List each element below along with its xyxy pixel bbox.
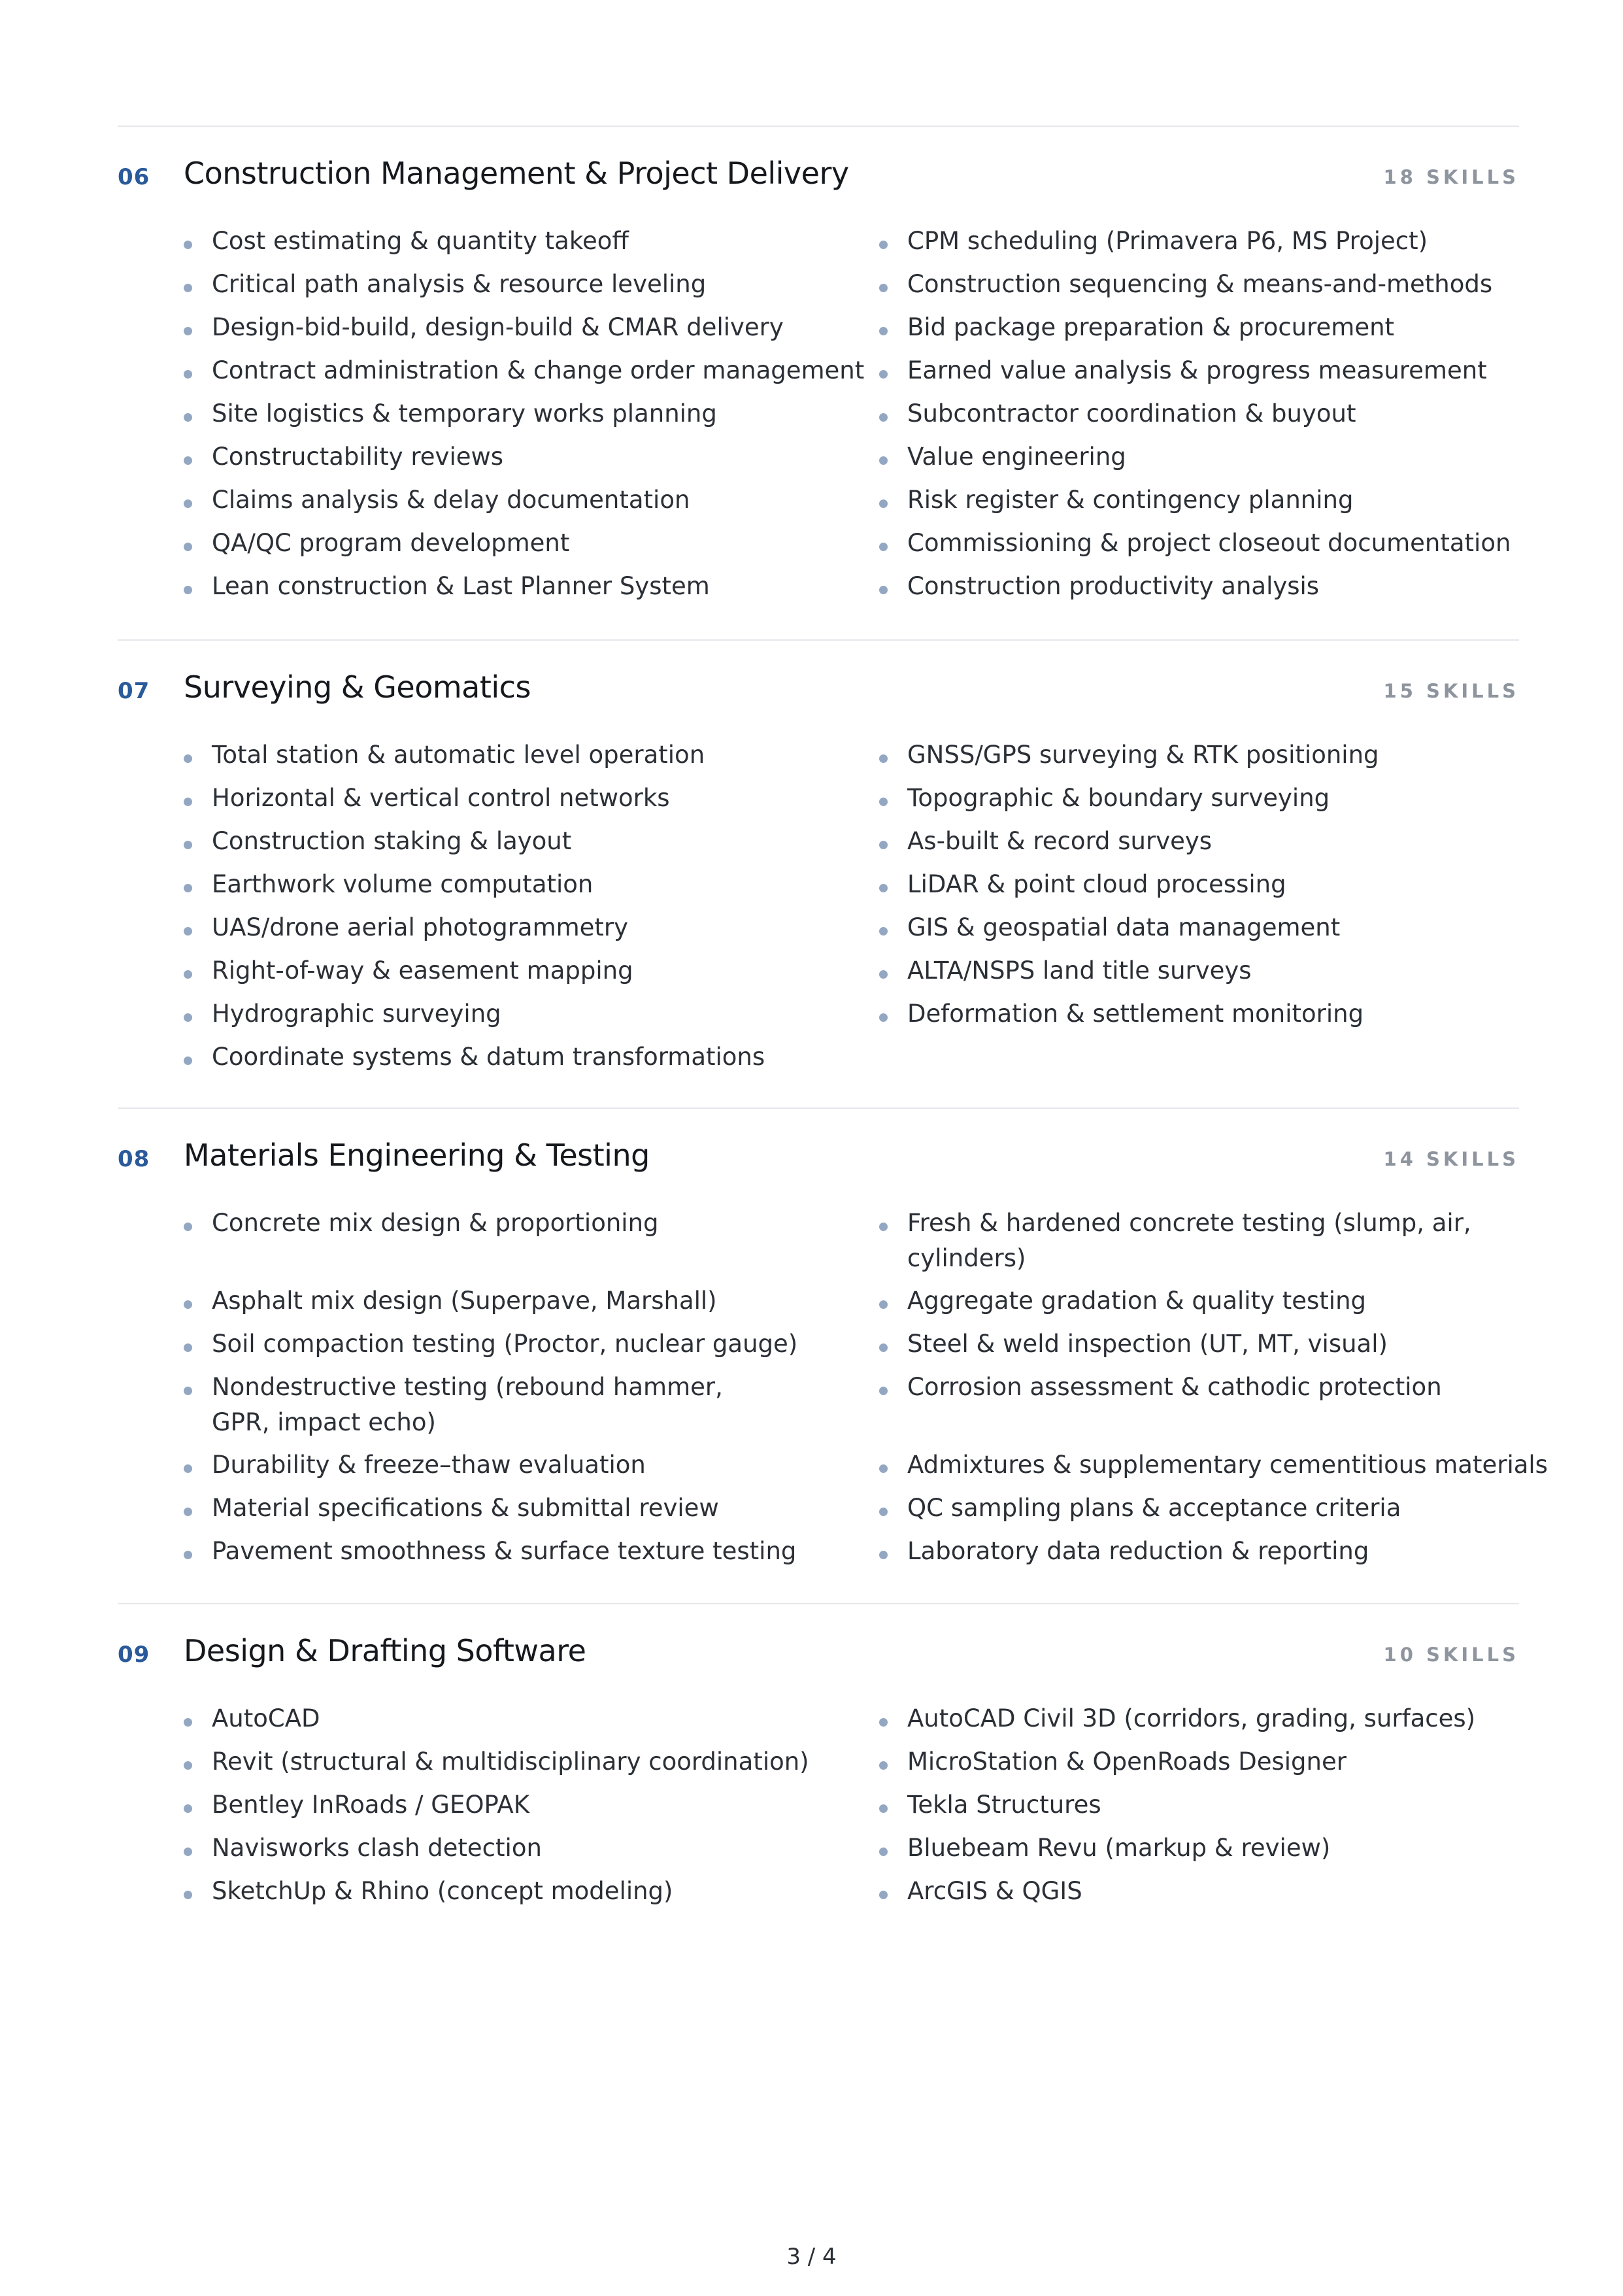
bullet-icon [879, 1891, 888, 1899]
skill-label: Subcontractor coordination & buyout [907, 399, 1356, 428]
bullet-icon [879, 413, 888, 422]
section-title: Materials Engineering & Testing [184, 1138, 650, 1173]
skill-label: Constructability reviews [212, 443, 504, 471]
skill-label: Asphalt mix design (Superpave, Marshall) [212, 1287, 717, 1315]
skill-label: Right-of-way & easement mapping [212, 956, 633, 985]
bullet-icon [879, 1343, 888, 1352]
bullet-icon [184, 884, 192, 892]
skill-label: CPM scheduling (Primavera P6, MS Project) [907, 227, 1428, 255]
skill-label: Durability & freeze–thaw evaluation [212, 1451, 646, 1479]
section-number: 06 [118, 164, 150, 190]
bullet-icon [879, 327, 888, 335]
skill-label: Claims analysis & delay documentation [212, 486, 690, 514]
section-title: Construction Management & Project Delivery [184, 156, 849, 191]
skill-label: Tekla Structures [907, 1791, 1101, 1819]
skill-label: Horizontal & vertical control networks [212, 784, 670, 812]
skill-label: Earthwork volume computation [212, 870, 594, 898]
page-number: 3 / 4 [786, 2244, 837, 2270]
bullet-icon [879, 241, 888, 249]
bullet-icon [184, 1343, 192, 1352]
bullet-icon [184, 1300, 192, 1309]
skill-label: ArcGIS & QGIS [907, 1877, 1082, 1905]
skill-label: MicroStation & OpenRoads Designer [907, 1747, 1347, 1776]
bullet-icon [879, 1464, 888, 1473]
skill-label: Risk register & contingency planning [907, 486, 1354, 514]
bullet-icon [184, 1718, 192, 1727]
bullet-icon [184, 1508, 192, 1516]
bullet-icon [879, 927, 888, 936]
bullet-icon [184, 1804, 192, 1813]
skill-label: Design-bid-build, design-build & CMAR delivery [212, 313, 784, 341]
bullet-icon [184, 970, 192, 979]
bullet-icon [879, 1761, 888, 1770]
bullet-icon [879, 884, 888, 892]
skill-label: Total station & automatic level operation [212, 741, 705, 769]
skill-label: Admixtures & supplementary cementitious materials [907, 1451, 1548, 1479]
skill-label: GIS & geospatial data management [907, 913, 1341, 941]
skill-label: Steel & weld inspection (UT, MT, visual) [907, 1330, 1388, 1358]
section-header [118, 1604, 1519, 1683]
section-title: Surveying & Geomatics [184, 669, 531, 705]
section-number: 09 [118, 1642, 150, 1668]
skill-label: Critical path analysis & resource leveling [212, 270, 707, 298]
bullet-icon [184, 1551, 192, 1559]
bullet-icon [879, 1508, 888, 1516]
skill-label: Corrosion assessment & cathodic protection [907, 1373, 1442, 1401]
bullet-icon [184, 499, 192, 508]
skill-label: SketchUp & Rhino (concept modeling) [212, 1877, 673, 1905]
bullet-icon [184, 586, 192, 594]
skill-label: Concrete mix design & proportioning [212, 1209, 659, 1237]
section-header [118, 1109, 1519, 1187]
bullet-icon [879, 1551, 888, 1559]
bullet-icon [184, 413, 192, 422]
bullet-icon [879, 586, 888, 594]
bullet-icon [184, 1387, 192, 1395]
skill-label: Material specifications & submittal review [212, 1494, 719, 1522]
skill-label: Bentley InRoads / GEOPAK [212, 1791, 529, 1819]
bullet-icon [879, 1718, 888, 1727]
skill-label: Pavement smoothness & surface texture testing [212, 1537, 797, 1565]
skill-label: As-built & record surveys [907, 827, 1213, 855]
bullet-icon [879, 370, 888, 379]
skill-label: Construction staking & layout [212, 827, 572, 855]
bullet-icon [879, 1223, 888, 1231]
bullet-icon [879, 284, 888, 292]
skill-count: 14 SKILLS [1383, 1148, 1519, 1170]
skill-label: GNSS/GPS surveying & RTK positioning [907, 741, 1379, 769]
skill-count: 10 SKILLS [1383, 1644, 1519, 1666]
skill-label: UAS/drone aerial photogrammetry [212, 913, 629, 941]
bullet-icon [184, 1464, 192, 1473]
bullet-icon [879, 1387, 888, 1395]
skill-label: Construction sequencing & means-and-methods [907, 270, 1493, 298]
bullet-icon [184, 1013, 192, 1022]
skill-label: Bid package preparation & procurement [907, 313, 1395, 341]
bullet-icon [184, 754, 192, 763]
skill-label: Commissioning & project closeout documentation [907, 529, 1511, 557]
skill-count: 15 SKILLS [1383, 680, 1519, 702]
bullet-icon [184, 1223, 192, 1231]
bullet-icon [879, 798, 888, 806]
bullet-icon [879, 754, 888, 763]
skill-label: Construction productivity analysis [907, 572, 1320, 600]
skill-label: Coordinate systems & datum transformations [212, 1043, 765, 1071]
section-header [118, 641, 1519, 719]
bullet-icon [879, 841, 888, 849]
skill-label: Revit (structural & multidisciplinary coordination) [212, 1747, 809, 1776]
section-number: 08 [118, 1146, 150, 1172]
skill-label: Soil compaction testing (Proctor, nuclear gauge) [212, 1330, 798, 1358]
skill-section [118, 1107, 1548, 1606]
bullet-icon [879, 456, 888, 465]
bullet-icon [879, 1848, 888, 1856]
bullet-icon [184, 284, 192, 292]
bullet-icon [184, 798, 192, 806]
bullet-icon [879, 1804, 888, 1813]
bullet-icon [184, 370, 192, 379]
skill-label: Hydrographic surveying [212, 1000, 501, 1028]
bullet-icon [184, 1056, 192, 1065]
skill-label: Contract administration & change order management [212, 356, 865, 384]
skill-label: QC sampling plans & acceptance criteria [907, 1494, 1401, 1522]
skill-section [118, 639, 1519, 1105]
skill-label: Lean construction & Last Planner System [212, 572, 710, 600]
bullet-icon [879, 499, 888, 508]
bullet-icon [184, 1761, 192, 1770]
bullet-icon [184, 241, 192, 249]
skill-count: 18 SKILLS [1383, 166, 1519, 188]
bullet-icon [184, 327, 192, 335]
bullet-icon [184, 543, 192, 551]
bullet-icon [879, 1013, 888, 1022]
bullet-icon [184, 456, 192, 465]
bullet-icon [879, 1300, 888, 1309]
section-header [118, 127, 1519, 205]
skill-label: Value engineering [907, 443, 1126, 471]
bullet-icon [879, 543, 888, 551]
skill-label: Laboratory data reduction & reporting [907, 1537, 1369, 1565]
section-title: Design & Drafting Software [184, 1633, 586, 1668]
skill-section [118, 1603, 1519, 1944]
skill-label: QA/QC program development [212, 529, 570, 557]
skill-label: LiDAR & point cloud processing [907, 870, 1286, 898]
skill-label: Earned value analysis & progress measurement [907, 356, 1487, 384]
skill-label: Site logistics & temporary works planning [212, 399, 717, 428]
skill-section [118, 126, 1519, 643]
skill-label: Aggregate gradation & quality testing [907, 1287, 1367, 1315]
skill-label: AutoCAD Civil 3D (corridors, grading, surfaces) [907, 1704, 1476, 1732]
skill-label: Nondestructive testing (rebound hammer, GPR, impact echo) [212, 1373, 723, 1436]
bullet-icon [184, 841, 192, 849]
section-number: 07 [118, 678, 150, 704]
bullet-icon [879, 970, 888, 979]
skill-label: ALTA/NSPS land title surveys [907, 956, 1252, 985]
skill-label: Deformation & settlement monitoring [907, 1000, 1364, 1028]
skill-label: Bluebeam Revu (markup & review) [907, 1834, 1331, 1862]
skill-label: Fresh & hardened concrete testing (slump, air, cylinders) [907, 1209, 1471, 1272]
bullet-icon [184, 927, 192, 936]
bullet-icon [184, 1848, 192, 1856]
skill-label: Topographic & boundary surveying [907, 784, 1330, 812]
skill-label: AutoCAD [212, 1704, 320, 1732]
skill-label: Cost estimating & quantity takeoff [212, 227, 629, 255]
bullet-icon [184, 1891, 192, 1899]
skill-label: Navisworks clash detection [212, 1834, 542, 1862]
